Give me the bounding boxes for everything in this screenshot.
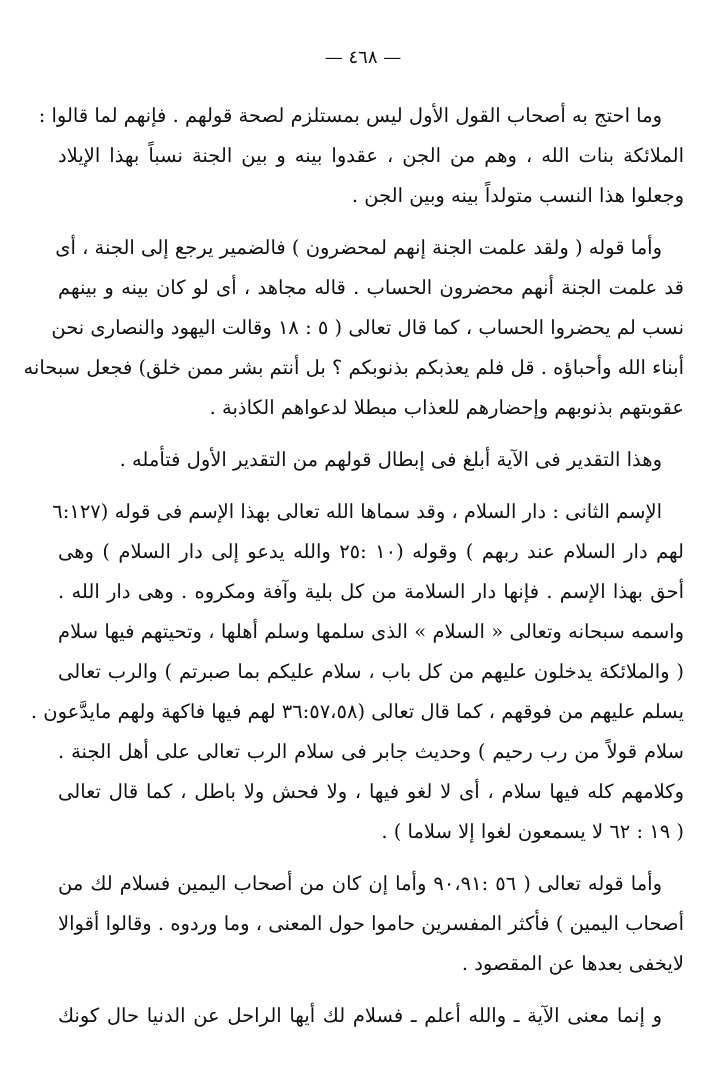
text-line: الملائكة بنات الله ، وهم من الجن ، عقدوا بينه و بين الجنة نسباً بهذا الإيلاد [58, 144, 684, 167]
paragraph-5 [58, 864, 684, 984]
text-line: ( والملائكة يدخلون عليهم من كل باب ، سلام عليكم بما صبرتم ) والرب تعالى [58, 660, 684, 683]
text-line: لايخفى بعدها عن المقصود . [461, 952, 684, 975]
paragraph-3 [58, 440, 684, 480]
text-line: و إنما معنى الآية ـ والله أعلم ـ فسلام لك أيها الراحل عن الدنيا حال كونك [58, 1004, 662, 1027]
text-line: وما احتج به أصحاب القول الأول ليس بمستلزم لصحة قولهم . فإنهم لما قالوا : [38, 104, 662, 127]
text-line: سلام قولاً من رب رحيم ) وحديث جابر فى سلام الرب تعالى على أهل الجنة . [58, 740, 684, 763]
text-line: وجعلوا هذا النسب متولداً بينه وبين الجن . [351, 184, 684, 207]
text-line: ( ١٩ : ٦٢ لا يسمعون لغوا إلا سلاما ) . [381, 820, 684, 843]
paragraph-2 [23, 228, 684, 428]
text-line: الإسم الثانى : دار السلام ، وقد سماها الله تعالى بهذا الإسم فى قوله (٦:١٢٧ [52, 500, 662, 523]
paragraph-4 [30, 492, 684, 852]
text-line: عقوبتهم بذنوبهم وإحضارهم للعذاب مبطلا لدعواهم الكاذبة . [209, 396, 684, 419]
body-text [23, 96, 684, 1036]
text-line: أحق بهذا الإسم . فإنها دار السلامة من كل بلية وآفة ومكروه . وهى دار الله . [58, 580, 684, 603]
text-line: قد علمت الجنة أنهم محضرون الحساب . قاله مجاهد ، أى لو كان بينه و بينهم [58, 276, 684, 299]
paragraph-6 [58, 996, 684, 1036]
text-line: وأما قوله تعالى ( ٥٦ :٩٠،٩١ وأما إن كان من أصحاب اليمين فسلام لك من [58, 872, 662, 895]
text-line: وكلامهم كله فيها سلام ، أى لا لغو فيها ، ولا فحش ولا باطل ، كما قال تعالى [58, 780, 684, 803]
text-line: يسلم عليهم من فوقهم ، كما قال تعالى (٣٦:٥٧،٥٨ لهم فيها فاكهة ولهم مايدَّعون . [30, 700, 684, 723]
text-line: أبناء الله وأحباؤه . قل فلم يعذبكم بذنوبكم ؟ بل أنتم بشر ممن خلق) فجعل سبحانه [23, 356, 684, 379]
text-line: نسب لم يحضروا الحساب ، كما قال تعالى ( ٥ : ١٨ وقالت اليهود والنصارى نحن [51, 316, 684, 339]
page-number: — ٤٦٨ — [324, 47, 402, 68]
text-line: واسمه سبحانه وتعالى « السلام » الذى سلمها وسلم أهلها ، وتحيتهم فيها سلام [58, 620, 684, 643]
text-line: أصحاب اليمين ) فأكثر المفسرين حاموا حول المعنى ، وما وردوه . وقالوا أقوالا [58, 912, 684, 935]
text-line: وهذا التقدير فى الآية أبلغ فى إبطال قولهم من التقدير الأول فتأمله . [119, 448, 662, 471]
paragraph-1 [38, 96, 684, 216]
text-line: وأما قوله ( ولقد علمت الجنة إنهم لمحضرون ) فالضمير يرجع إلى الجنة ، أى [55, 236, 662, 259]
text-line: لهم دار السلام عند ربهم ) وقوله (١٠ :٢٥ والله يدعو إلى دار السلام ) وهى [58, 540, 684, 563]
